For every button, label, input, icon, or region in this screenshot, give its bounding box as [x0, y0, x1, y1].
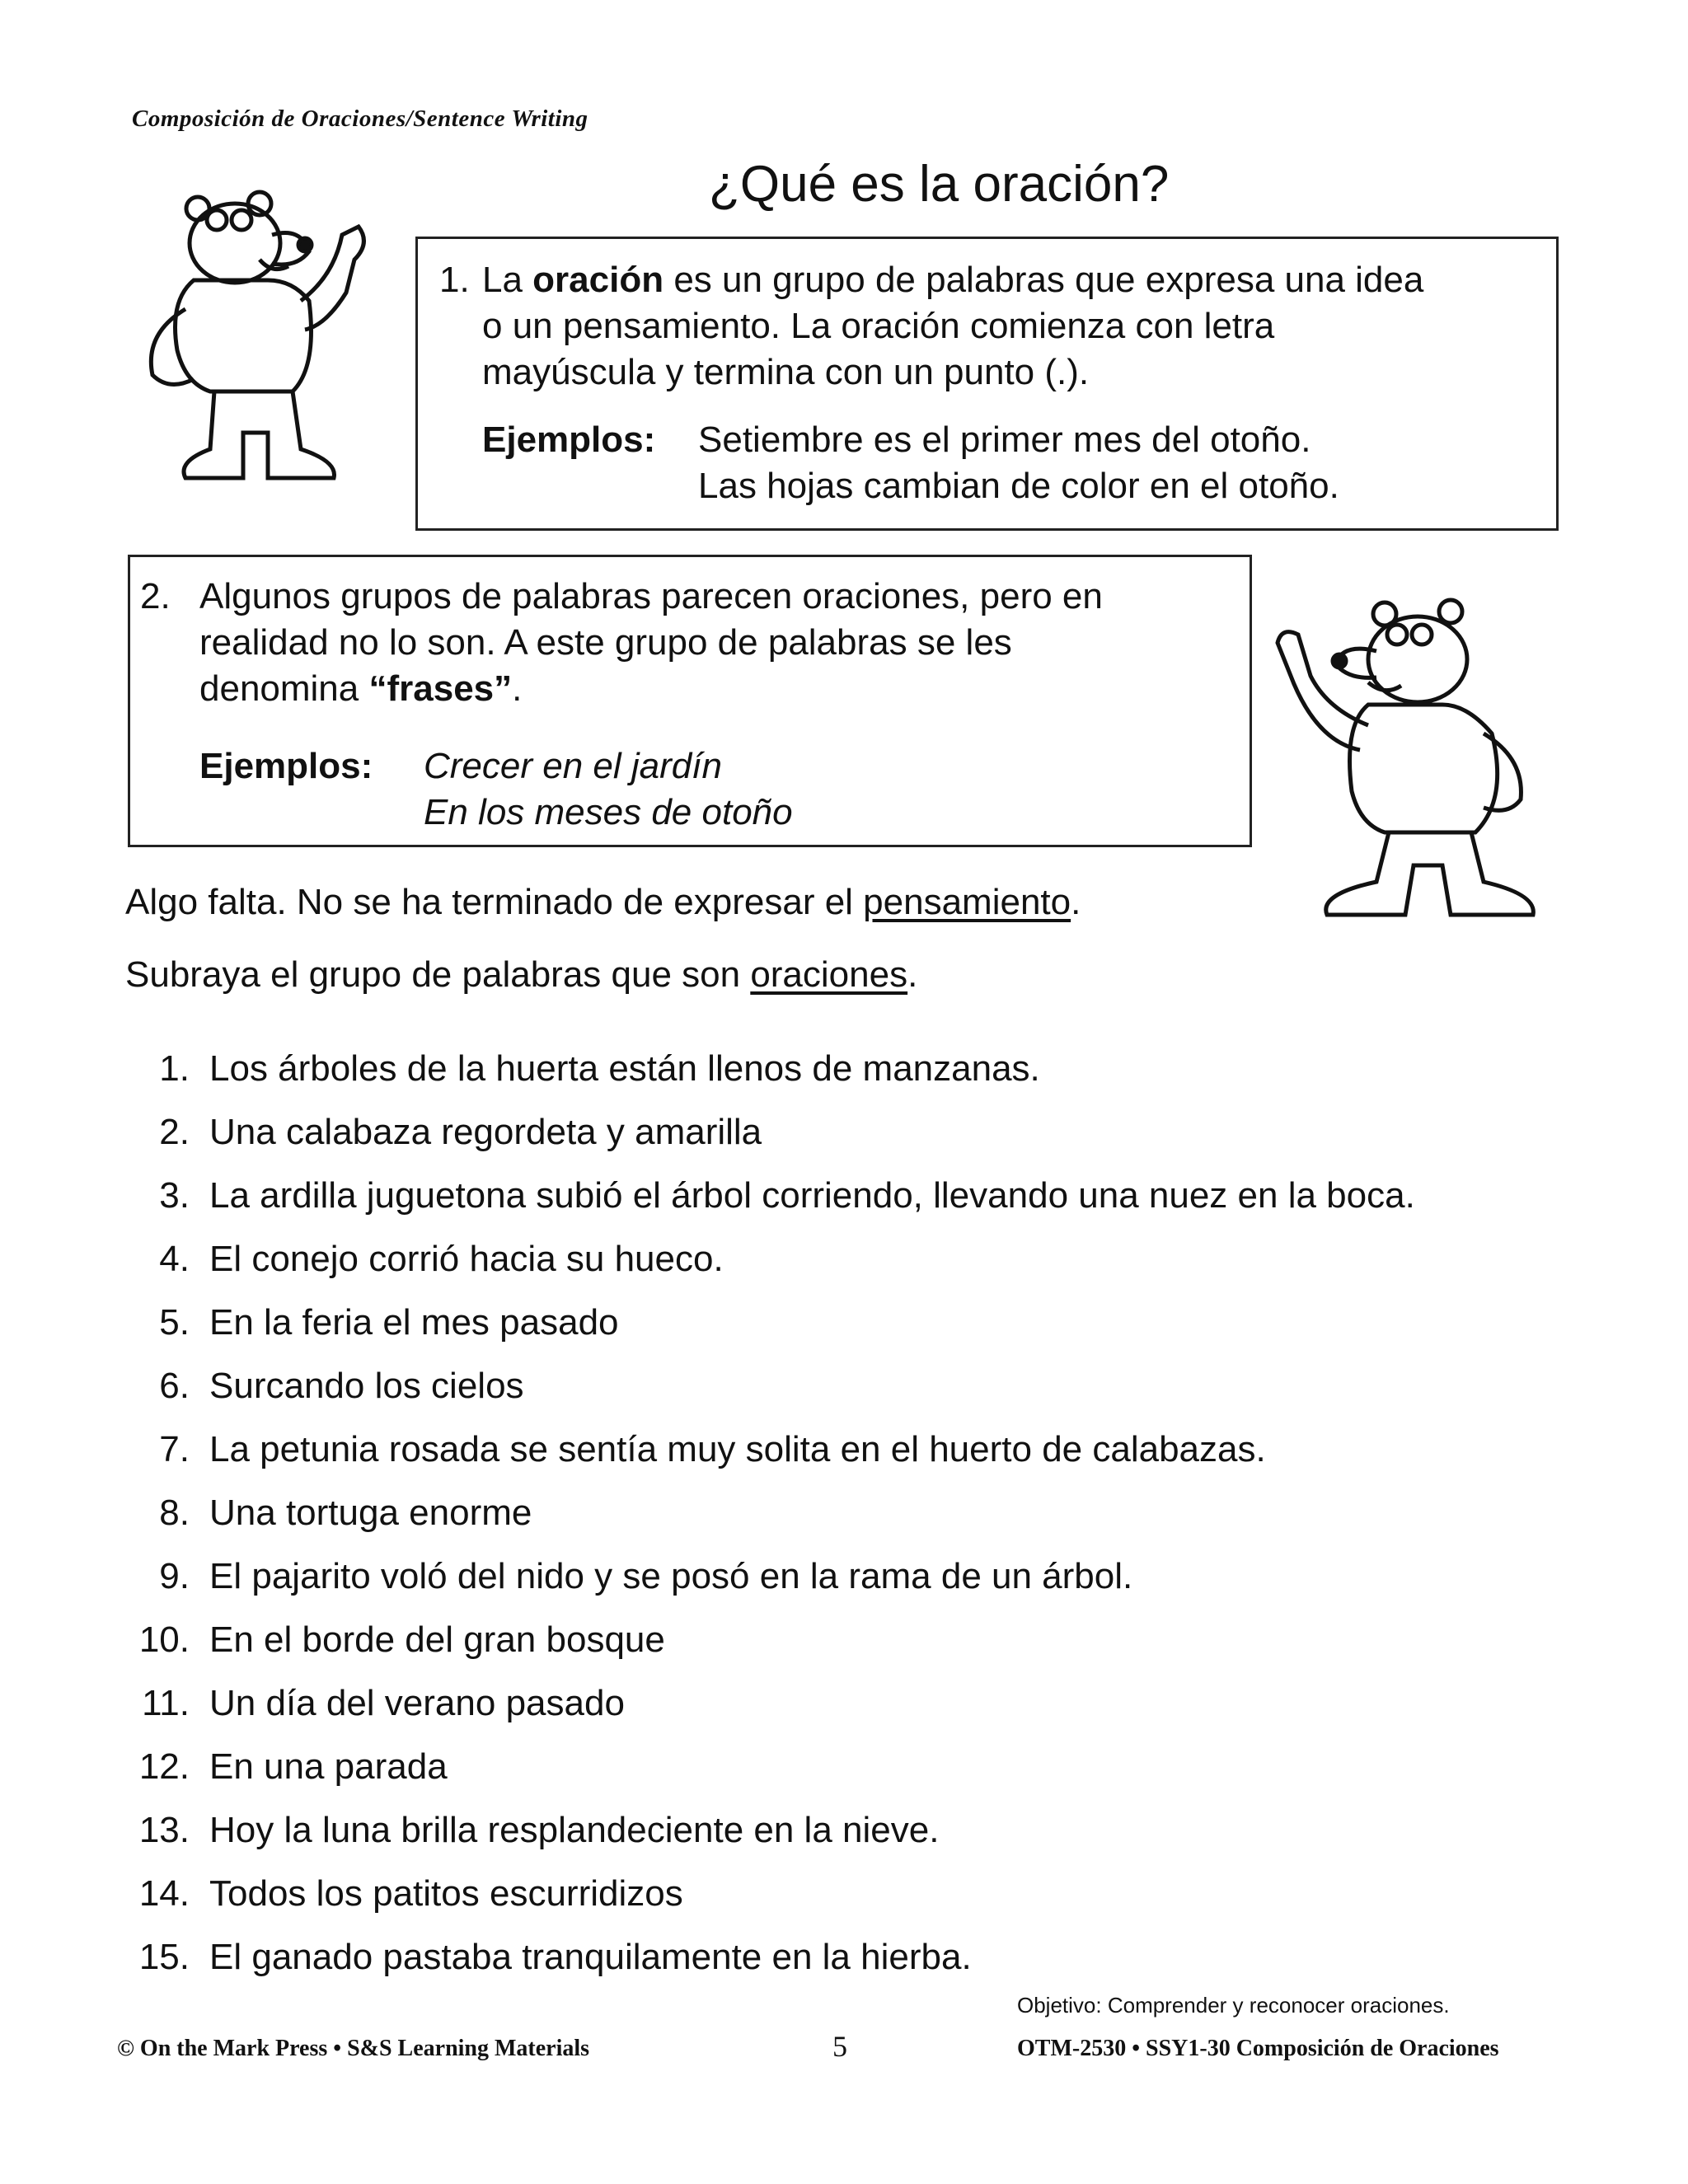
text: . — [512, 668, 523, 709]
item-number: 1. — [159, 1047, 190, 1089]
list-item — [124, 1100, 1415, 1164]
item-text[interactable]: El pajarito voló del nido y se posó en la rama de un árbol. — [209, 1555, 1133, 1596]
examples-label: Ejemplos: — [482, 419, 656, 460]
text: o un pensamiento. La oración comienza con letra — [482, 306, 1275, 346]
publisher-credit: © On the Mark Press • S&S Learning Materials — [117, 2036, 590, 2061]
item-text[interactable]: Los árboles de la huerta están llenos de manzanas. — [209, 1047, 1040, 1089]
text: . — [907, 954, 918, 995]
list-item — [124, 1925, 1415, 1989]
example: Las hojas cambian de color en el otoño. — [698, 466, 1339, 506]
running-header: Composición de Oraciones/Sentence Writing — [132, 105, 588, 132]
item-number: 13. — [138, 1809, 190, 1850]
item-number: 2. — [159, 1111, 190, 1152]
item-text[interactable]: Un día del verano pasado — [209, 1682, 625, 1723]
list-item — [124, 1862, 1415, 1925]
definition-box-1 — [415, 237, 1559, 531]
list-item — [124, 1291, 1415, 1354]
item-text[interactable]: Una tortuga enorme — [209, 1492, 532, 1533]
note-text — [125, 879, 1081, 926]
list-item — [124, 1544, 1415, 1608]
item-number: 10. — [138, 1619, 190, 1660]
objective-text: Objetivo: Comprender y reconocer oraciones. — [1017, 1993, 1450, 2018]
bold-term: “frases” — [368, 668, 513, 709]
text: realidad no lo son. A este grupo de palabras se les — [199, 622, 1012, 663]
item-number: 3. — [159, 1174, 190, 1216]
item-text[interactable]: Todos los patitos escurridizos — [209, 1872, 683, 1914]
underlined-word: pensamiento — [863, 882, 1071, 922]
list-item — [124, 1037, 1415, 1100]
text: mayúscula y termina con un punto (.). — [482, 352, 1090, 392]
item-text[interactable]: La petunia rosada se sentía muy solita en el huerto de calabazas. — [209, 1428, 1266, 1469]
list-item — [124, 1354, 1415, 1418]
bear-illustration-right — [1261, 585, 1562, 927]
example: En los meses de otoño — [424, 792, 793, 832]
example: Setiembre es el primer mes del otoño. — [698, 419, 1311, 460]
item-number: 11. — [142, 1682, 190, 1723]
list-item — [124, 1481, 1415, 1544]
text: Algo falta. No se ha terminado de expresar el — [125, 882, 864, 922]
item-text[interactable]: En una parada — [209, 1746, 448, 1787]
text: Algunos grupos de palabras parecen oraciones, pero en — [199, 576, 1103, 616]
bold-term: oración — [532, 260, 664, 300]
item-number: 5. — [159, 1301, 190, 1343]
text: Subraya el grupo de palabras que son — [125, 954, 751, 995]
list-item — [124, 1608, 1415, 1671]
exercise-list — [124, 1037, 1415, 1989]
text: . — [1071, 882, 1081, 922]
item-text[interactable]: En el borde del gran bosque — [209, 1619, 665, 1660]
bear-illustration-left — [136, 185, 396, 486]
item-text[interactable]: Hoy la luna brilla resplandeciente en la nieve. — [209, 1809, 940, 1850]
text: denomina — [199, 668, 369, 709]
list-item — [124, 1671, 1415, 1735]
text: es un grupo de palabras que expresa una idea — [663, 260, 1424, 300]
item-text[interactable]: En la feria el mes pasado — [209, 1301, 619, 1343]
list-item — [124, 1735, 1415, 1798]
list-item — [124, 1418, 1415, 1481]
list-item — [124, 1227, 1415, 1291]
item-number: 9. — [159, 1555, 190, 1596]
definition-box-2 — [128, 555, 1252, 847]
item-text[interactable]: Surcando los cielos — [209, 1365, 524, 1406]
list-item — [124, 1164, 1415, 1227]
item-text[interactable]: El conejo corrió hacia su hueco. — [209, 1238, 724, 1279]
item-text[interactable]: La ardilla juguetona subió el árbol corriendo, llevando una nuez en la boca. — [209, 1174, 1415, 1216]
item-number: 8. — [159, 1492, 190, 1533]
item-number: 7. — [159, 1428, 190, 1469]
item-number: 12. — [138, 1746, 190, 1787]
item-number: 15. — [138, 1936, 190, 1977]
box-number: 1. — [439, 260, 470, 300]
box-number: 2. — [140, 576, 171, 616]
instruction-text — [125, 952, 917, 998]
underlined-word: oraciones — [750, 954, 908, 995]
list-item — [124, 1798, 1415, 1862]
example: Crecer en el jardín — [424, 746, 722, 786]
item-number: 14. — [138, 1872, 190, 1914]
page-title: ¿Qué es la oración? — [709, 156, 1170, 213]
page-number: 5 — [832, 2030, 847, 2063]
item-text[interactable]: Una calabaza regordeta y amarilla — [209, 1111, 762, 1152]
item-text[interactable]: El ganado pastaba tranquilamente en la hierba. — [209, 1936, 972, 1977]
product-code: OTM-2530 • SSY1-30 Composición de Oraciones — [1017, 2036, 1499, 2061]
examples-label: Ejemplos: — [199, 746, 373, 786]
item-number: 4. — [159, 1238, 190, 1279]
text: La — [482, 260, 533, 300]
item-number: 6. — [159, 1365, 190, 1406]
